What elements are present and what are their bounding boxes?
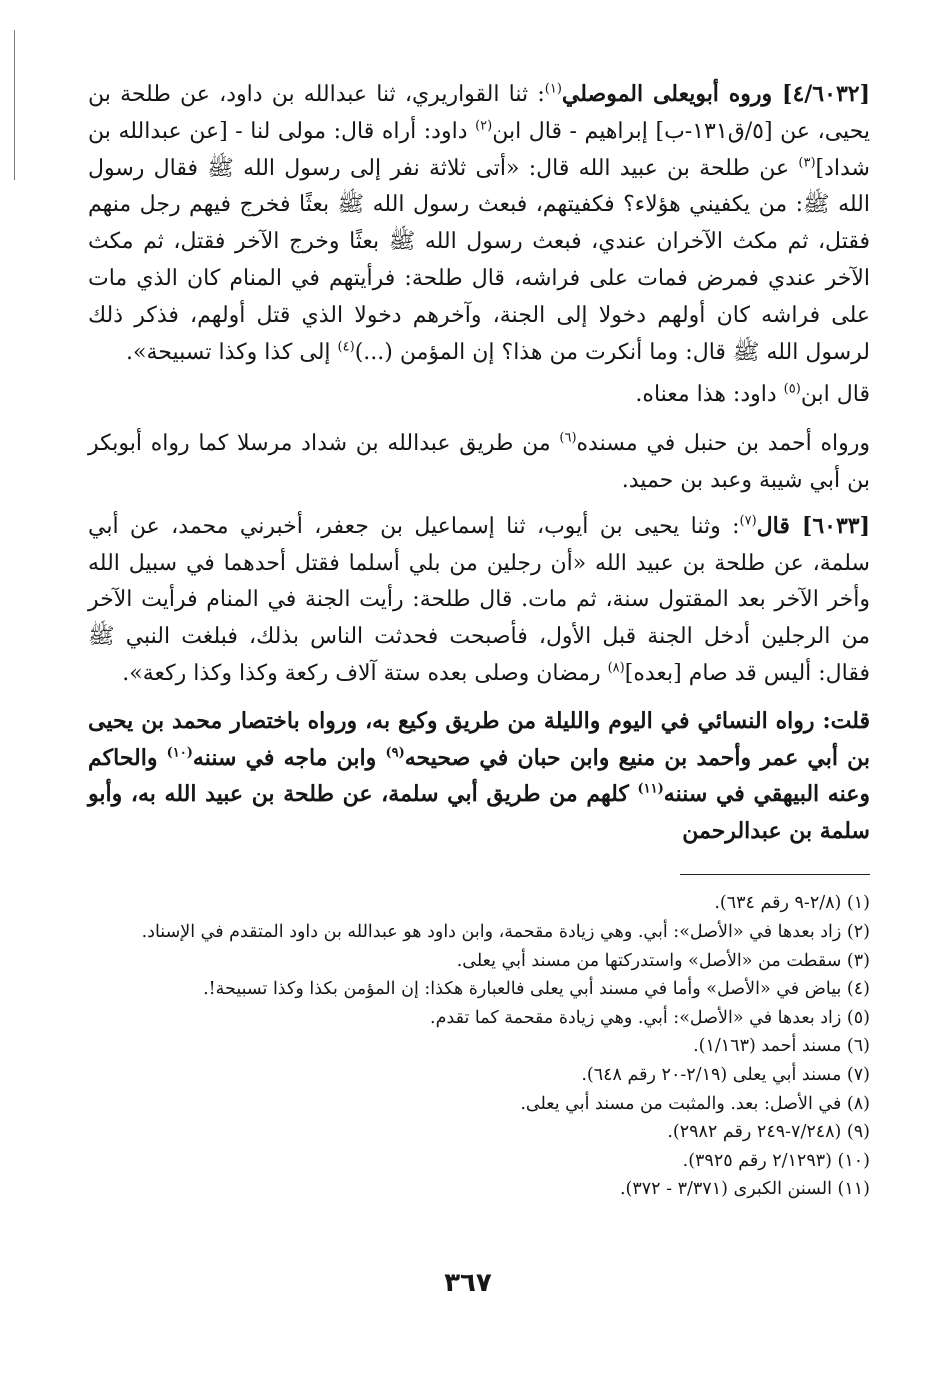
text-run: داود: هذا معناه.: [635, 382, 784, 408]
footnote-separator: [680, 874, 870, 876]
main-text: [88, 76, 870, 850]
footnotes: [88, 889, 870, 1204]
text-run: كلهم من طريق أبي سلمة، عن طلحة بن عبيد الله به، وأبو سلمة بن عبدالرحمن: [88, 781, 870, 845]
text-run: إلى كذا وكذا تسبيحة».: [126, 339, 338, 365]
text-run: والحاكم وعنه البيهقي في سننه: [88, 744, 870, 808]
text-run: رمضان وصلى بعده ستة آلاف ركعة وكذا وكذا ركعة».: [122, 660, 608, 686]
text-run: قلت: رواه النسائي في اليوم والليلة من طريق وكيع به، ورواه باختصار محمد بن يحيى بن أبي عمر وأحمد بن منيع وابن حبان في صحيحه: [88, 707, 871, 771]
footnote-item: (١١) السنن الكبرى (٣/٣٧١ - ٣٧٢).: [619, 1179, 870, 1200]
footnote-item: (٩) (٧/٢٤٨-٢٤٩ رقم ٢٩٨٢).: [667, 1122, 870, 1143]
text-run: من طريق عبدالله بن شداد مرسلا كما رواه أبوبكر بن أبي شيبة وعبد بن حميد.: [88, 431, 870, 493]
text-run: قال ابن: [800, 382, 870, 408]
paragraph-6032: [88, 76, 870, 371]
footnote-marker: (٣): [798, 155, 816, 171]
text-run: وابن ماجه في سننه: [192, 744, 386, 771]
book-page: [88, 76, 870, 1204]
footnote-item: (٧) مسند أبي يعلى (٢/١٩-٢٠ رقم ٦٤٨).: [581, 1065, 870, 1085]
text-run: : ثنا القواريري، ثنا عبدالله بن داود، عن طلحة بن يحيى، عن [٥/ق١٣١-ب] إبراهيم - قال ابن: [88, 82, 870, 144]
footnote-item: (٢) زاد بعدها في «الأصل»: أبي. وهي زيادة مقحمة، وابن داود هو عبدالله بن داود المتقدم في الإسناد.: [141, 922, 870, 943]
footnote-marker: (٥): [783, 382, 801, 398]
footnote-marker: (١): [544, 81, 562, 97]
footnote-marker: (٢): [475, 118, 493, 134]
footnote-item: (٤) بياض في «الأصل» وأما في مسند أبي يعلى فالعبارة هكذا: إن المؤمن بكذا وكذا تسبيحة!.: [203, 979, 870, 1000]
footnote-marker: (١٠): [166, 745, 193, 761]
text-run: ورواه أحمد بن حنبل في مسنده: [576, 431, 870, 457]
footnote-item: (١) (٢/٨-٩ رقم ٦٣٤).: [714, 893, 870, 914]
footnote-marker: (١١): [637, 782, 664, 798]
footnote-marker: (٨): [607, 660, 625, 676]
footnote-item: (٥) زاد بعدها في «الأصل»: أبي. وهي زيادة مقحمة كما تقدم.: [430, 1007, 870, 1028]
hadith-heading: [٤/٦٠٣٢] وروه أبويعلى الموصلي: [561, 81, 870, 107]
footnote-item: (٣) سقطت من «الأصل» واستدركتها من مسند أبي يعلى.: [456, 950, 870, 971]
hadith-heading: [٦٠٣٣] قال: [756, 512, 871, 539]
text-run: عن طلحة بن عبيد الله قال: «أتى ثلاثة نفر إلى رسول الله ﷺ فقال رسول الله ﷺ: من يكفيني هؤلاء؟ فكفيتهم، فبعث رسول الله ﷺ بعثًا فخرج فيهم رجل منهم فقتل، ثم مكث الآخران عندي، فبعث رسول الله ﷺ بعثًا وخرج الآخر فقتل، ثم مكث الآخر عندي فمرض فمات على فراشه، قال طلحة: فرأيتهم في المنام كان الذي مات على فراشه كان أولهم دخولا إلى الجنة، وآخرهم دخولا الذي قتل أولهم، فذكر ذلك لرسول الله ﷺ قال: وما أنكرت من هذا؟ إن المؤمن (...): [88, 155, 871, 365]
text-run: داود: أراه قال: مولى لنا - [عن عبدالله بن شداد]: [88, 118, 870, 181]
footnote-marker: (٤): [337, 339, 355, 355]
paragraph-ibn-dawud: [88, 377, 870, 414]
text-run: : وثنا يحيى بن أيوب، ثنا إسماعيل بن جعفر، أخبرني محمد، عن أبي سلمة، عن طلحة بن عبيد الله «أن رجلين من بلي أسلما فقتل أحدهما في سبيل الله وأخر الآخر بعد المقتول سنة، ثم مات. قال طلحة: رأيت الجنة في المنام فرأيت الآخر من الرجلين أدخل الجنة قبل الأول، فأصبحت فحدثت الناس بذلك، فبلغت النبي ﷺ فقال: أليس قد صام [بعده]: [88, 513, 870, 686]
paragraph-ahmad: [88, 426, 870, 500]
paragraph-6033: [88, 508, 870, 693]
paragraph-qultu: [88, 703, 870, 850]
footnote-marker: (٧): [739, 513, 757, 529]
footnote-marker: (٩): [385, 745, 405, 761]
footnote-item: (١٠) (٢/١٢٩٣ رقم ٣٩٢٥).: [682, 1150, 870, 1171]
footnote-item: (٦) مسند أحمد (١/١٦٣).: [693, 1036, 870, 1057]
binding-edge-line: [14, 30, 15, 180]
footnote-item: (٨) في الأصل: بعد. والمثبت من مسند أبي يعلى.: [520, 1093, 870, 1114]
page-number: ٣٦٧: [444, 1268, 492, 1298]
footnote-marker: (٦): [559, 430, 577, 446]
